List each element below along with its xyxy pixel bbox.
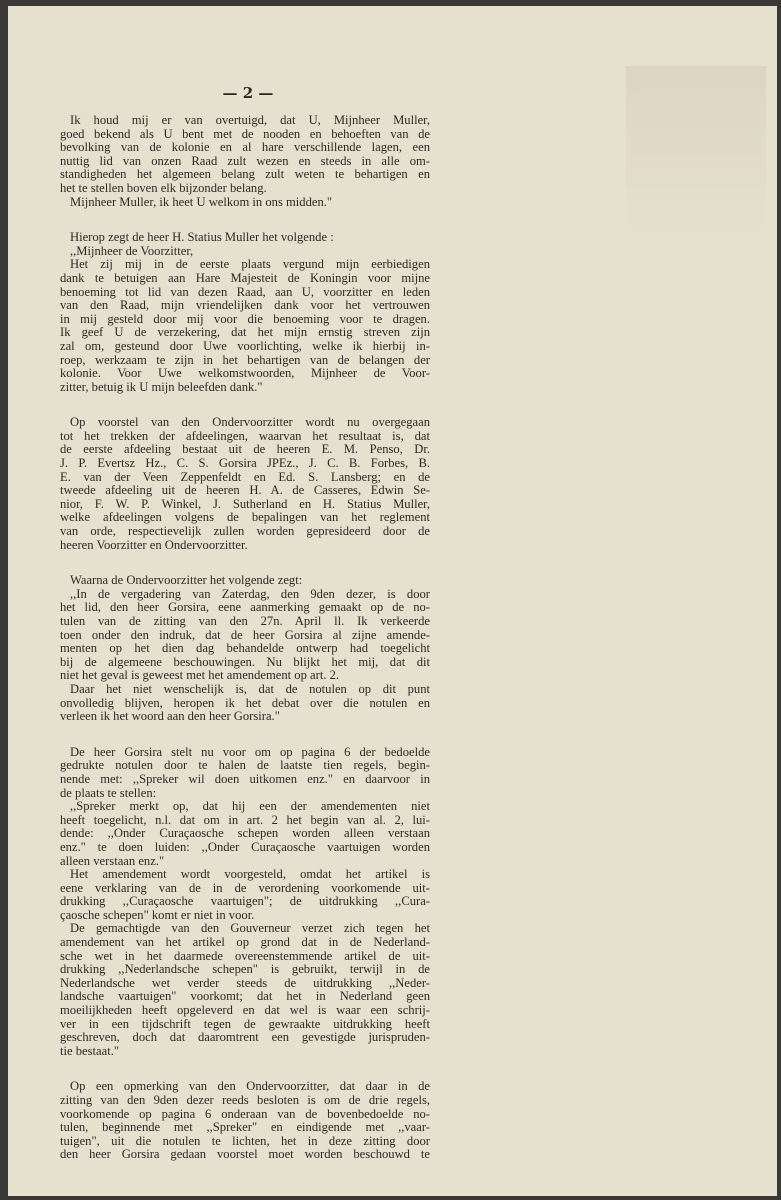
- text-line: goed bekend als U bent met de nooden en behoeften van de: [60, 126, 430, 141]
- text-line: nior, F. W. P. Winkel, J. Sutherland en H. Statius Muller,: [60, 496, 430, 511]
- text-line: bij de algemeene beschouwingen. Nu blijkt het mij, dat dit: [60, 654, 430, 669]
- paragraph: [60, 1080, 430, 1162]
- text-line: Daar het niet wenschelijk is, dat de notulen op dit punt: [70, 681, 430, 696]
- text-line: tuigen", uit die notulen te lichten, het in deze zitting door: [60, 1133, 430, 1148]
- text-line: Mijnheer Muller, ik heet U welkom in ons midden.": [70, 194, 333, 209]
- text-line: welke afdeelingen volgens de bepalingen van het reglement: [60, 510, 430, 525]
- text-line: in mij gesteld door mij voor die benoeming voor te dragen.: [60, 311, 430, 326]
- paragraph: [60, 114, 430, 209]
- text-line: çaosche schepen" komt er niet in voor.: [60, 907, 255, 922]
- text-line: gedrukte notulen door te halen de laatste tien regels, begin-: [60, 758, 430, 773]
- text-line: Het zij mij in de eerste plaats vergund mijn eerbiedigen: [70, 257, 430, 272]
- text-line: dende: ,,Onder Curaçaosche schepen worden alleen verstaan: [60, 826, 430, 841]
- text-line: het lid, den heer Gorsira, eene aanmerking gemaakt op de no-: [60, 600, 430, 615]
- text-line: landsche vaartuigen" voorkomt; dat het in Nederland geen: [60, 989, 430, 1004]
- text-line: zitter, betuig ik U mijn beleefden dank.": [60, 379, 263, 394]
- text-line: den heer Gorsira gedaan voorstel moet worden beschouwd te: [60, 1147, 430, 1162]
- text-line: ,,Spreker merkt op, dat hij een der amendementen niet: [70, 799, 430, 814]
- text-line: kolonie. Voor Uwe welkomstwoorden, Mijnheer de Voor-: [60, 366, 430, 381]
- text-line: tot het trekken der afdeelingen, waarvan het resultaat is, dat: [60, 428, 430, 443]
- text-line: alleen verstaan enz.": [60, 853, 165, 868]
- text-line: onvolledig blijven, heropen ik het debat over die notulen en: [60, 695, 430, 710]
- show-through-shadow: [626, 66, 766, 246]
- text-line: de eerste afdeeling bestaat uit de heeren E. M. Penso, Dr.: [60, 442, 430, 457]
- text-line: tulen van de zitting van den 27n. April ll. Ik verkeerde: [60, 614, 430, 628]
- text-line: ,,Mijnheer de Voorzitter,: [70, 243, 194, 258]
- paragraph: [60, 416, 430, 552]
- text-line: De gemachtigde van den Gouverneur verzet zich tegen het: [70, 921, 430, 936]
- text-line: sche wet in het daarmede overeenstemmende artikel de uit-: [60, 948, 430, 963]
- body-text: [60, 114, 430, 1184]
- text-line: dank te betuigen aan Hare Majesteit de Koningin voor mijne: [60, 270, 430, 285]
- text-line: ,,In de vergadering van Zaterdag, den 9den dezer, is door: [70, 586, 430, 601]
- text-line: toen onder den indruk, dat de heer Gorsira al zijne amende-: [60, 627, 430, 642]
- text-line: tweede afdeeling uit de heeren H. A. de Casseres, Edwin Se-: [60, 483, 430, 498]
- text-line: zal om, gesteund door Uwe voorlichting, welke ik hierbij in-: [60, 338, 430, 353]
- document-page: [8, 6, 777, 1196]
- text-line: Op voorstel van den Ondervoorzitter wordt nu overgegaan: [70, 415, 430, 430]
- text-line: J. P. Evertsz Hz., C. S. Gorsira JPEz., J. C. B. Forbes, B.: [60, 456, 430, 471]
- text-line: het te stellen boven elk bijzonder belang.: [60, 180, 267, 195]
- text-line: E. van der Veen Zeppenfeldt en Ed. S. Lansberg; en de: [60, 469, 430, 484]
- text-line: de plaats te stellen:: [60, 785, 157, 800]
- text-line: Nederlandsche wet verder steeds de uitdrukking ,,Neder-: [60, 975, 430, 990]
- text-line: verleen ik het woord aan den heer Gorsira.": [60, 709, 280, 724]
- text-line: ver in een tijdschrift tegen de gewraakte uitdrukking heeft: [60, 1016, 430, 1031]
- text-line: roep, werkzaam te zijn in het behartigen van de belangen der: [60, 352, 430, 367]
- text-line: De heer Gorsira stelt nu voor om op pagina 6 der bedoelde: [70, 744, 430, 759]
- text-line: amendement van het artikel op grond dat in de Nederland-: [60, 935, 430, 950]
- text-line: drukking ,,Curaçaosche vaartuigen"; de uitdrukking ,,Cura-: [60, 894, 430, 909]
- text-line: tulen, beginnende met ,,Spreker" en eindigende met ,,vaar-: [60, 1120, 430, 1135]
- text-line: heeft toegelicht, n.l. dat om in art. 2 het begin van al. 2, lui-: [60, 812, 430, 827]
- paragraph: [60, 746, 430, 1059]
- text-line: van orde, respectievelijk zullen worden gepresideerd door de: [60, 524, 430, 539]
- text-line: eene verklaring van de in de verordening voorkomende uit-: [60, 880, 430, 895]
- text-line: geschreven, doch dat daaromtrent een gevestigde jurispruden-: [60, 1030, 430, 1045]
- text-line: Ik geef U de verzekering, dat het mijn ernstig streven zijn: [60, 325, 430, 340]
- text-line: nende met: ,,Spreker wil doen uitkomen enz." en daarvoor in: [60, 771, 430, 786]
- text-line: enz." te doen luiden: ,,Onder Curaçaosche vaartuigen worden: [60, 839, 430, 854]
- text-line: nuttig lid van onzen Raad zult wezen en steeds in alle om-: [60, 153, 430, 168]
- text-line: voorkomende op pagina 6 onderaan van de bovenbedoelde no-: [60, 1106, 430, 1121]
- text-line: standigheden het algemeen belang zult weten te behartigen en: [60, 167, 430, 182]
- text-line: Hierop zegt de heer H. Statius Muller het volgende :: [70, 230, 334, 245]
- text-line: Ik houd mij er van overtuigd, dat U, Mijnheer Muller,: [70, 113, 430, 127]
- text-line: moeilijkheden heeft opgeleverd en dat wel is waar een schrij-: [60, 1003, 430, 1018]
- paragraph: [60, 231, 430, 394]
- paragraph: [60, 574, 430, 724]
- text-line: bevolking van de kolonie en al hare verschillende lagen, een: [60, 140, 430, 155]
- text-line: zitting van den 9den dezer reeds besloten is om de drie regels,: [60, 1093, 430, 1107]
- text-line: niet het geval is geweest met het amendement op art. 2.: [60, 668, 340, 683]
- page-number: — 2 —: [222, 84, 274, 102]
- text-line: Het amendement wordt voorgesteld, omdat het artikel is: [70, 867, 430, 882]
- text-line: benoeming tot lid van dezen Raad, aan U, voorzitter en leden: [60, 284, 430, 299]
- text-line: Waarna de Ondervoorzitter het volgende zegt:: [70, 573, 303, 588]
- text-line: menten op het dien dag behandelde ontwerp had toegelicht: [60, 641, 430, 656]
- text-line: tie bestaat.": [60, 1043, 119, 1058]
- text-line: van den Raad, mijn vriendelijken dank voor het vertrouwen: [60, 298, 430, 313]
- text-line: heeren Voorzitter en Ondervoorzitter.: [60, 537, 248, 552]
- text-line: drukking ,,Nederlandsche schepen" is gebruikt, terwijl in de: [60, 962, 430, 977]
- text-line: Op een opmerking van den Ondervoorzitter, dat daar in de: [70, 1079, 430, 1094]
